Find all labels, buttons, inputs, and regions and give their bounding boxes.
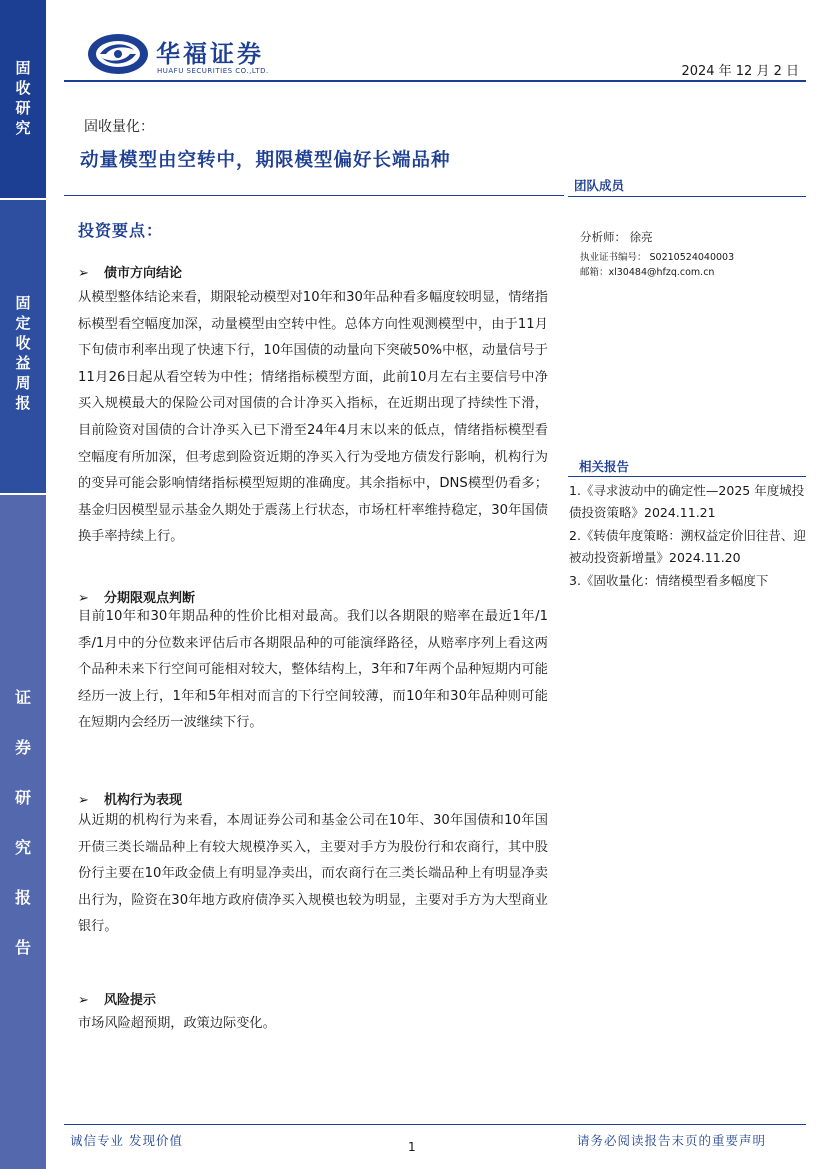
header-divider [64,80,806,82]
team-heading: 团队成员 [574,178,625,193]
arrow-bullet-icon: ➢ [78,591,89,606]
footer-disclaimer: 请务必阅读报告末页的重要声明 [576,1133,766,1148]
key-points-heading: 投资要点： [78,221,164,240]
page-number: 1 [408,1140,416,1154]
related-divider [568,476,806,477]
report-series: 固收量化： [84,119,154,135]
section-heading-direction: ➢ 债市方向结论 [78,266,183,281]
related-report-item[interactable]: 2.《转债年度策略：溯权益定价旧往昔、迎被动投资新增量》2024.11.20 [569,528,806,565]
related-reports-heading: 相关报告 [579,459,630,474]
section-heading-institutions: ➢ 机构行为表现 [78,793,183,808]
analyst-name: 分析师： 徐亮 [580,230,653,244]
section-text-institutions: 从近期的机构行为来看，本周证券公司和基金公司在10年、30年国债和10年国开债三类长端品种上有较大规模净买入，主要对手方为股份行和农商行，其中股份行主要在10年政金债上有明显净卖出，而农商行在三类长端品种上有明显净卖出行为，险资在30年地方政府债净买入规模也较为明显，主要对手方为大型商业银行。 [78,813,548,935]
section-text-risk: 市场风险超预期，政策边际变化。 [78,1016,276,1031]
sidebar-label-weekly-report: 固 定 收 益 周 报 [0,200,46,493]
report-date: 2024 年 12 月 2 日 [681,64,799,79]
related-reports-list [569,480,814,593]
report-title: 动量模型由空转中，期限模型偏好长端品种 [80,150,451,171]
section-text-direction: 从模型整体结论来看，期限轮动模型对10年和30年品种看多幅度较明显，情绪指标模型看空幅度加深，动量模型由空转中性。总体方向性观测模型中，由于11月下旬债市利率出现了快速下行，10年国债的动量向下突破50%中枢，动量信号于11月26日起从看空转为中性；情绪指标模型方面，此前10月左右主要信号中净买入规模最大的保险公司对国债的合计净买入指标，在近期出现了持续性下滑，目前险资对国债的合计净买入已下滑至24年4月末以来的低点，情绪指标模型看空幅度有所加深，但考虑到险资近期的净买入行为受地方债发行影响，机构行为的变异可能会影响情绪指标模型短期的准确度。其余指标中，DNS模型仍看多；基金归因模型显示基金久期处于震荡上行状态，市场杠杆率维持稳定，30年国债换手率持续上行。 [78,290,548,545]
sidebar-label-securities-research-report: 证 券 研 究 报 告 [0,495,46,1169]
title-divider [64,195,564,196]
analyst-email: 邮箱：xl30484@hfzq.com.cn [580,267,715,278]
footer-divider [64,1124,806,1125]
company-logo [86,32,296,78]
related-report-item[interactable]: 1.《寻求波动中的确定性—2025 年度城投债投资策略》2024.11.21 [569,483,805,520]
section-heading-tenor: ➢ 分期限观点判断 [78,591,196,606]
arrow-bullet-icon: ➢ [78,993,89,1008]
arrow-bullet-icon: ➢ [78,266,89,281]
logo-english-name: HUAFU SECURITIES CO.,LTD. [157,67,269,75]
logo-mark-icon [86,32,150,76]
logo-chinese-name: 华福证券 [156,39,264,68]
section-heading-risk: ➢ 风险提示 [78,993,157,1008]
arrow-bullet-icon: ➢ [78,793,89,808]
left-sidebar [0,0,46,1169]
related-report-item[interactable]: 3.《固收量化：情绪模型看多幅度下 [569,573,769,588]
section-text-tenor: 目前10年和30年期品种的性价比相对最高。我们以各期限的赔率在最近1年/1季/1月中的分位数来评估后市各期限品种的可能演绎路径，从赔率序列上看这两个品种未来下行空间可能相对较大，整体结构上，3年和7年两个品种短期内可能经历一波上行，1年和5年相对而言的下行空间较薄，而10年和30年品种则可能在短期内会经历一波继续下行。 [78,609,548,731]
sidebar-label-fixed-income-research: 固 收 研 究 [0,0,46,198]
team-divider [568,196,806,197]
analyst-license: 执业证书编号： S0210524040003 [580,252,735,263]
footer-slogan: 诚信专业 发现价值 [70,1133,183,1148]
